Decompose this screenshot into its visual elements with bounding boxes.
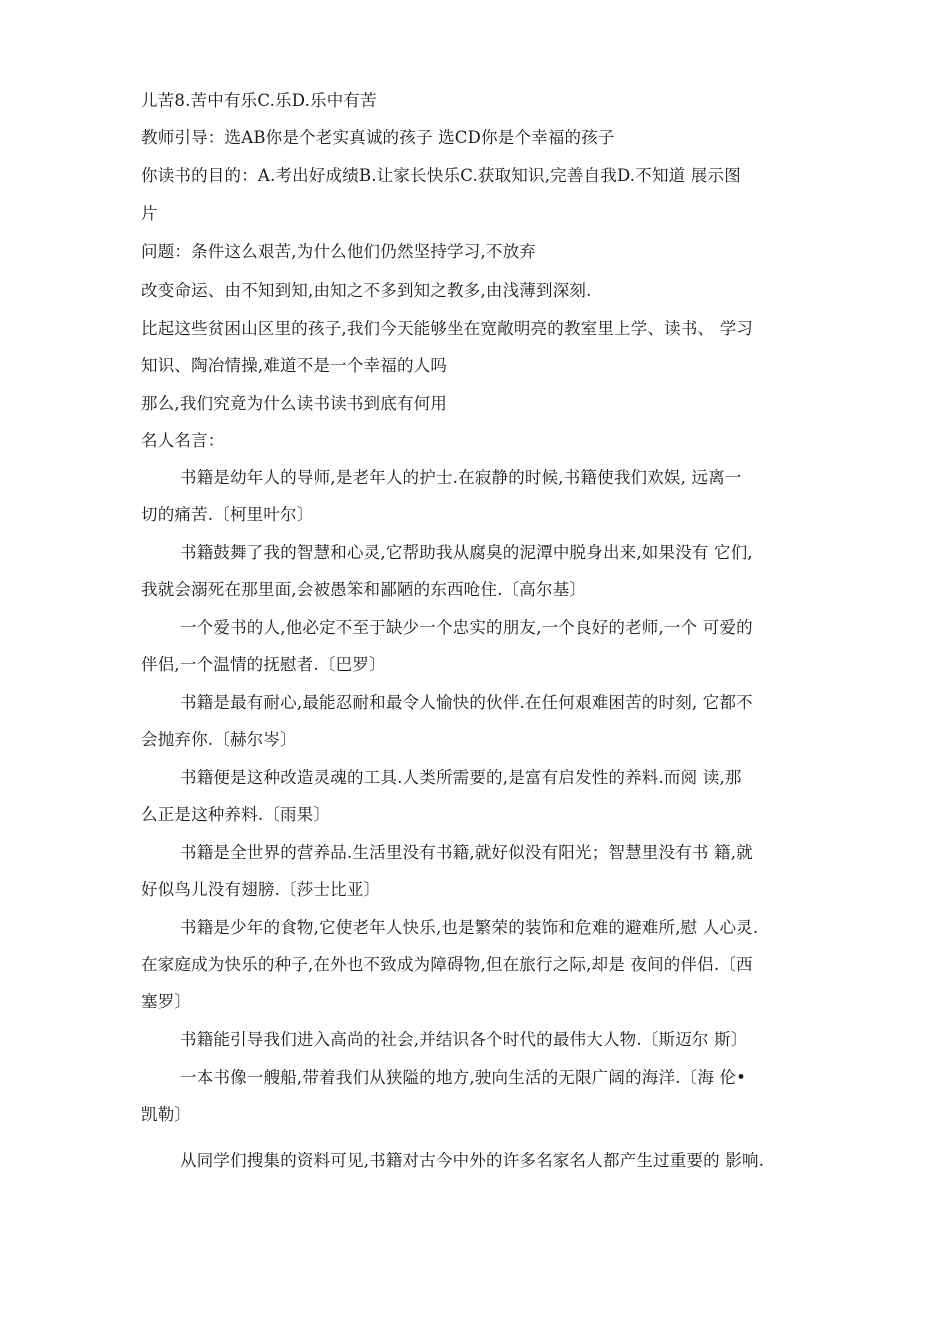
text-line: 片	[141, 204, 158, 223]
quote-line: 书籍能引导我们进入高尚的社会,并结识各个时代的最伟大人物.〔斯迈尔 斯〕	[180, 1030, 748, 1049]
quote-line: 切的痛苦.〔柯里叶尔〕	[141, 505, 314, 524]
text-line: 教师引导：选AB你是个老实真诚的孩子 选CD你是个幸福的孩子	[141, 128, 615, 147]
quote-line: 书籍是最有耐心,最能忍耐和最令人愉快的伙伴.在任何艰难困苦的时刻, 它都不	[180, 693, 753, 712]
section-heading: 名人名言：	[141, 431, 225, 450]
quote-line: 伴侣,一个温情的抚慰者.〔巴罗〕	[141, 655, 386, 674]
quote-line: 塞罗〕	[141, 992, 192, 1011]
text-line: 比起这些贫困山区里的孩子,我们今天能够坐在宽敞明亮的教室里上学、读书、 学习	[141, 319, 754, 338]
text-line: 问题：条件这么艰苦,为什么他们仍然坚持学习,不放弃	[141, 242, 536, 261]
quote-line: 我就会溺死在那里面,会被愚笨和鄙陋的东西呛住.〔高尔基〕	[141, 580, 587, 599]
quote-line: 一本书像一艘船,带着我们从狭隘的地方,驶向生活的无限广阔的海洋.〔海 伦•	[180, 1068, 747, 1087]
quote-line: 会抛弃你.〔赫尔岑〕	[141, 730, 297, 749]
text-line: 儿苦8.苦中有乐C.乐D.乐中有苦	[141, 91, 377, 110]
text-line: 改变命运、由不知到知,由知之不多到知之教多,由浅薄到深刻.	[141, 281, 592, 300]
text-line: 你读书的目的：A.考出好成绩B.让家长快乐C.获取知识,完善自我D.不知道 展示图	[141, 166, 741, 185]
quote-line: 在家庭成为快乐的种子,在外也不致成为障碍物,但在旅行之际,却是 夜间的伴侣.〔西	[141, 955, 753, 974]
text-line: 那么,我们究竟为什么读书读书到底有何用	[141, 394, 448, 413]
quote-line: 一个爱书的人,他必定不至于缺少一个忠实的朋友,一个良好的老师,一个 可爱的	[180, 618, 753, 637]
quote-line: 书籍便是这种改造灵魂的工具.人类所需要的,是富有启发性的养料.而阅 读,那	[180, 768, 742, 787]
quote-line: 好似鸟儿没有翅膀.〔莎士比亚〕	[141, 880, 381, 899]
quote-line: 书籍鼓舞了我的智慧和心灵,它帮助我从腐臭的泥潭中脱身出来,如果没有 它们,	[180, 543, 753, 562]
quote-line: 书籍是幼年人的导师,是老年人的护士.在寂静的时候,书籍使我们欢娱, 远离一	[180, 468, 742, 487]
conclusion-line: 从同学们搜集的资料可见,书籍对古今中外的许多名家名人都产生过重要的 影响.	[180, 1151, 765, 1170]
quote-line: 凯勒〕	[141, 1105, 192, 1124]
text-line: 知识、陶冶情操,难道不是一个幸福的人吗	[141, 356, 448, 375]
quote-line: 书籍是少年的食物,它使老年人快乐,也是繁荣的装饰和危难的避难所,慰 人心灵.	[180, 918, 759, 937]
quote-line: 么正是这种养料.〔雨果〕	[141, 805, 331, 824]
quote-line: 书籍是全世界的营养品.生活里没有书籍,就好似没有阳光；智慧里没有书 籍,就	[180, 843, 753, 862]
